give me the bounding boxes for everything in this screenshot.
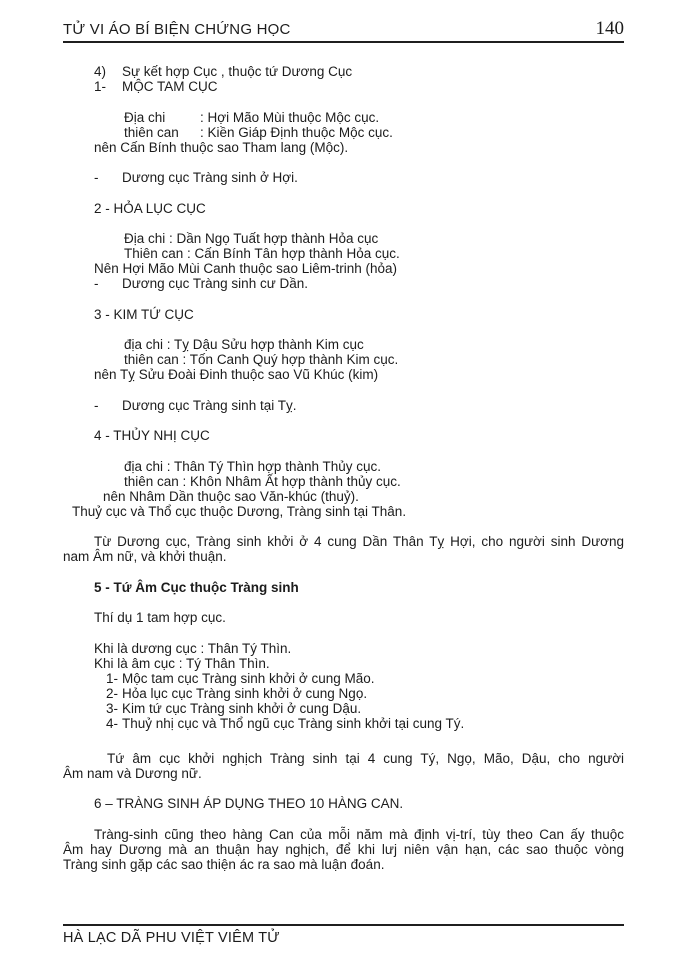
- footer-author: HÀ LẠC DÃ PHU VIỆT VIÊM TỬ: [63, 930, 280, 946]
- data-line: Nên Hợi Mão Mùi Canh thuộc sao Liêm-trinh (hỏa): [94, 261, 397, 276]
- section-heading: 6 – TRÀNG SINH ÁP DỤNG THEO 10 HÀNG CAN.: [94, 796, 404, 811]
- blank-line: [63, 382, 624, 398]
- page-number: 140: [595, 18, 624, 39]
- paragraph-line: Khi là dương cục : Thân Tý Thìn.: [94, 640, 292, 656]
- bullet-item: [63, 170, 624, 185]
- list-marker: 4): [94, 64, 107, 79]
- list-marker: 4-: [106, 715, 119, 731]
- blank-line: [63, 519, 624, 535]
- section-heading: 3 - KIM TỨ CỤC: [94, 306, 194, 322]
- list-text: Dương cục Tràng sinh tại Tỵ.: [122, 397, 297, 413]
- numbered-item: [63, 671, 624, 686]
- list-item: [63, 64, 624, 79]
- blank-line: [63, 291, 624, 307]
- data-line: [63, 125, 624, 140]
- paragraph-line: Tràng sinh gặp các sao thiện ác ra sao mà luận đoán.: [63, 856, 385, 872]
- blank-line: [63, 731, 624, 751]
- paragraph-line: Thí dụ 1 tam hợp cục.: [94, 610, 226, 625]
- paragraph-line: Tứ âm cục khởi nghịch Tràng sinh tại 4 cung Tý, Ngọ, Mão, Dậu, cho người: [107, 750, 624, 766]
- list-text: Hỏa lục cục Tràng sinh khởi ở cung Ngọ.: [122, 685, 368, 701]
- data-line: [63, 110, 624, 125]
- paragraph-line: Từ Dương cục, Tràng sinh khởi ở 4 cung Dần Thân Tỵ Hợi, cho người sinh Dương: [94, 534, 624, 549]
- paragraph-line: Âm nam và Dương nữ.: [63, 765, 202, 781]
- list-text: Dương cục Tràng sinh cư Dần.: [122, 276, 309, 291]
- blank-line: [63, 595, 624, 611]
- section-heading: 2 - HỎA LỤC CỤC: [94, 200, 206, 216]
- paragraph-line: Tràng-sinh cũng theo hàng Can của mỗi năm mà định vị-trí, tùy theo Can ấy thuộc: [94, 826, 624, 842]
- page-footer: [63, 924, 624, 946]
- blank-line: [63, 413, 624, 429]
- paragraph-line: Âm hay Dương mà an thuận hay nghịch, để khi lưj niên vận hạn, các sao thuộc vòng: [63, 841, 624, 857]
- list-text: Dương cục Tràng sinh ở Hợi.: [122, 170, 298, 185]
- list-marker: 2-: [106, 685, 119, 701]
- page-header: [63, 19, 624, 43]
- list-text: Mộc tam cục Tràng sinh khởi ở cung Mão.: [122, 670, 375, 686]
- blank-line: [63, 322, 624, 338]
- section-heading: 5 - Tứ Âm Cục thuộc Tràng sinh: [94, 579, 299, 595]
- section-heading: [63, 79, 624, 94]
- data-line: thiên can : Tốn Canh Quý hợp thành Kim cục.: [124, 352, 399, 367]
- blank-line: [63, 781, 624, 797]
- paragraph-line: Khi là âm cục : Tý Thân Thìn.: [94, 655, 270, 671]
- list-marker: 1-: [106, 670, 119, 686]
- list-marker: -: [94, 170, 99, 185]
- list-marker: -: [94, 276, 99, 291]
- bullet-item: [63, 276, 624, 291]
- numbered-item: [63, 701, 624, 716]
- blank-line: [63, 185, 624, 201]
- field-label: thiên can: [124, 124, 179, 140]
- blank-line: [63, 216, 624, 232]
- data-line: địa chi : Thân Tý Thìn hợp thành Thủy cục.: [124, 458, 382, 474]
- field-value: : Kiền Giáp Định thuộc Mộc cục.: [200, 124, 393, 140]
- page-body: [63, 64, 624, 872]
- blank-line: [63, 443, 624, 459]
- list-text: Sự kết hợp Cục , thuộc tứ Dương Cục: [122, 64, 353, 79]
- list-text: Kim tứ cục Tràng sinh khởi ở cung Dậu.: [122, 700, 362, 716]
- data-line: địa chi : Tỵ Dậu Sửu hợp thành Kim cục: [124, 337, 364, 352]
- data-line: nên Tỵ Sửu Đoài Đinh thuộc sao Vũ Khúc (kim): [94, 367, 379, 382]
- bullet-item: [63, 398, 624, 413]
- blank-line: [63, 625, 624, 641]
- data-line: Thiên can : Cấn Bính Tân hợp thành Hỏa cục.: [124, 246, 400, 261]
- blank-line: [63, 155, 624, 171]
- field-label: Địa chi: [124, 109, 166, 125]
- section-heading: 4 - THỦY NHỊ CỤC: [94, 428, 210, 443]
- paragraph-line: nam Âm nữ, và khởi thuận.: [63, 549, 227, 564]
- list-text: MỘC TAM CỤC: [122, 79, 218, 94]
- blank-line: [63, 811, 624, 827]
- list-text: Thuỷ nhị cục và Thổ ngũ cục Tràng sinh khởi tại cung Tý.: [122, 715, 465, 731]
- list-marker: -: [94, 397, 99, 413]
- blank-line: [63, 564, 624, 580]
- blank-line: [63, 94, 624, 110]
- data-line: thiên can : Khôn Nhâm Ất hợp thành thủy cục.: [124, 473, 401, 489]
- list-marker: 3-: [106, 700, 119, 716]
- numbered-item: [63, 686, 624, 701]
- data-line: Địa chi : Dần Ngọ Tuất hợp thành Hỏa cục: [124, 231, 379, 246]
- data-line: nên Nhâm Dần thuộc sao Văn-khúc (thuỷ).: [103, 488, 359, 504]
- data-line: Thuỷ cục và Thổ cục thuộc Dương, Tràng sinh tại Thân.: [72, 503, 407, 519]
- header-title: TỬ VI ÁO BÍ BIỆN CHỨNG HỌC: [63, 21, 291, 38]
- numbered-item: [63, 716, 624, 731]
- field-value: : Hợi Mão Mùi thuộc Mộc cục.: [200, 109, 380, 125]
- list-marker: 1-: [94, 79, 107, 94]
- data-line: nên Cấn Bính thuộc sao Tham lang (Mộc).: [94, 139, 349, 155]
